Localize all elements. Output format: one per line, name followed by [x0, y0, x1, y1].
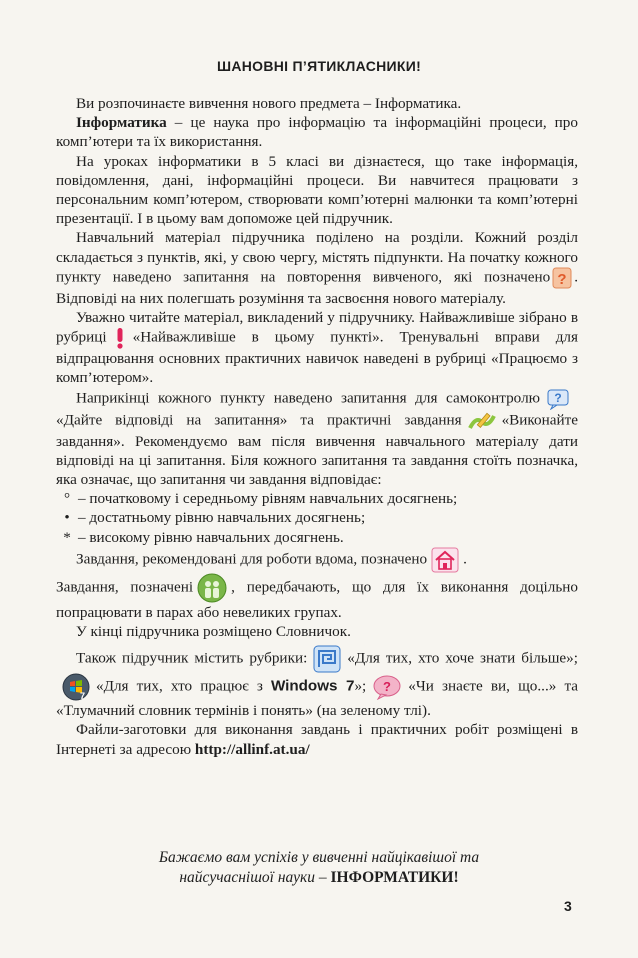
- did-you-know-icon: [372, 674, 402, 700]
- paragraph-structure: [56, 228, 578, 308]
- term-informatics: Інформатика: [76, 114, 167, 132]
- level-text: – високому рівню навчальних досягнень.: [78, 528, 344, 546]
- self-control-text-a: Наприкінці кожного пункту наведено запитання для самоконтролю: [76, 389, 540, 407]
- level-text: – достатньому рівню навчальних досягнень;: [78, 509, 366, 527]
- definition-text: – це наука про інформацію та інформаційні процеси, про комп’ютери та їх використання.: [56, 114, 578, 151]
- files-text: Файли-заготовки для виконання завдань і практичних робіт розміщені в Інтернеті за адресою: [56, 721, 578, 758]
- level-mark: •: [64, 509, 70, 527]
- level-item: [56, 489, 578, 508]
- level-mark: °: [63, 490, 71, 508]
- rubrics-text-a: Також підручник містить рубрики:: [76, 649, 308, 667]
- wish-line-2: [0, 868, 638, 888]
- wish-line-2-bold: ІНФОРМАТИКИ!: [330, 869, 459, 886]
- windows-label: Windows 7: [270, 677, 355, 695]
- rubrics-text-b: «Для тих, хто хоче знати більше»;: [347, 649, 578, 667]
- closing-wish: [0, 848, 638, 888]
- paragraph-group-work: [56, 573, 578, 622]
- files-url[interactable]: http://allinf.at.ua/: [194, 740, 310, 758]
- wish-line-2-text: найсучаснішої науки –: [179, 869, 327, 886]
- levels-list: [56, 489, 578, 547]
- paragraph-lessons: На уроках інформатики в 5 класі ви дізнаєтеся, що таке інформація, повідомлення, дані, інформаційні процеси. Ви навчитеся працювати з персональним комп’ютером, створювати комп’ютерні малюнки та комп’ютерні презентації. І в цьому вам допоможе цей підручник.: [56, 152, 578, 228]
- windows7-icon: [62, 673, 90, 701]
- paragraph-files: [56, 720, 578, 758]
- group-work-text-b: , передбачають, що для їх виконання доцільно попрацювати в парах або невеликих групах.: [56, 578, 578, 621]
- question-bubble-icon: [546, 388, 572, 410]
- homework-text-b: .: [463, 550, 467, 568]
- self-control-text-b: «Дайте відповіді на запитання» та практичні завдання: [56, 411, 462, 429]
- paragraph-intro: Ви розпочинаєте вивчення нового предмета – Інформатика.: [76, 95, 462, 112]
- level-text: – початковому і середньому рівням навчальних досягнень;: [78, 490, 458, 508]
- rubrics-text-c: «Для тих, хто працює з: [96, 677, 263, 695]
- structure-text-b: . Відповіді на них полегшать розуміння та засвоєння нового матеріалу.: [56, 268, 578, 307]
- wish-line-1: Бажаємо вам успіхів у вивченні найцікавішої та: [158, 849, 480, 866]
- house-icon: [431, 547, 459, 573]
- page-number: 3: [564, 898, 572, 914]
- exclamation-icon: [115, 327, 125, 349]
- svg-text:7: 7: [80, 691, 86, 702]
- homework-text-a: Завдання, рекомендовані для роботи вдома, позначено: [76, 550, 428, 568]
- structure-text-a: Навчальний матеріал підручника поділено на розділи. Кожний розділ складається з пунктів, які, у свою чергу, містять підпункти. На початку кожного пункту наведено запитання на повторення вивченого, які позначено: [56, 229, 578, 286]
- rubrics-text-e: «Чи знаєте ви, що...» та «Тлумачний словник термінів і понять» (на зеленому тлі).: [56, 677, 579, 720]
- level-item: [56, 528, 578, 547]
- spiral-more-icon: [313, 645, 341, 673]
- paragraph-glossary: У кінці підручника розміщено Словничок.: [76, 623, 351, 641]
- group-work-text-a: Завдання, позначені: [56, 578, 194, 596]
- level-mark: *: [63, 528, 71, 546]
- review-question-icon: [552, 267, 572, 289]
- group-people-icon: [197, 573, 227, 603]
- paragraph-important: [56, 308, 578, 388]
- rubrics-text-d: »;: [354, 677, 367, 695]
- important-text-b: «Найважливіше в цьому пункті». Тренувальні вправи для відпрацювання основних практичних навичок наведені в рубриці «Працюємо з комп’ютером».: [56, 328, 578, 387]
- paragraph-self-control: [56, 388, 578, 490]
- pencil-task-icon: [468, 410, 496, 432]
- svg-text:?: ?: [557, 270, 567, 288]
- svg-text:?: ?: [554, 390, 562, 405]
- svg-text:?: ?: [383, 679, 392, 695]
- paragraph-homework: [56, 547, 578, 573]
- paragraph-definition: [56, 113, 578, 151]
- page-body: [56, 94, 578, 759]
- paragraph-rubrics: [56, 645, 578, 720]
- self-control-text-c: «Виконайте завдання». Рекомендуємо вам після вивчення навчального матеріалу дати відповіді на ці запитання. Біля кожного запитання та завдання стоїть позначка, яка означає, що запитання чи завдання відповідає:: [56, 411, 578, 489]
- page-title: ШАНОВНІ П’ЯТИКЛАСНИКИ!: [216, 58, 422, 74]
- important-text-a: Уважно читайте матеріал, викладений у підручнику. Найважливіше зібрано в рубриці: [56, 309, 578, 346]
- level-item: [56, 508, 578, 527]
